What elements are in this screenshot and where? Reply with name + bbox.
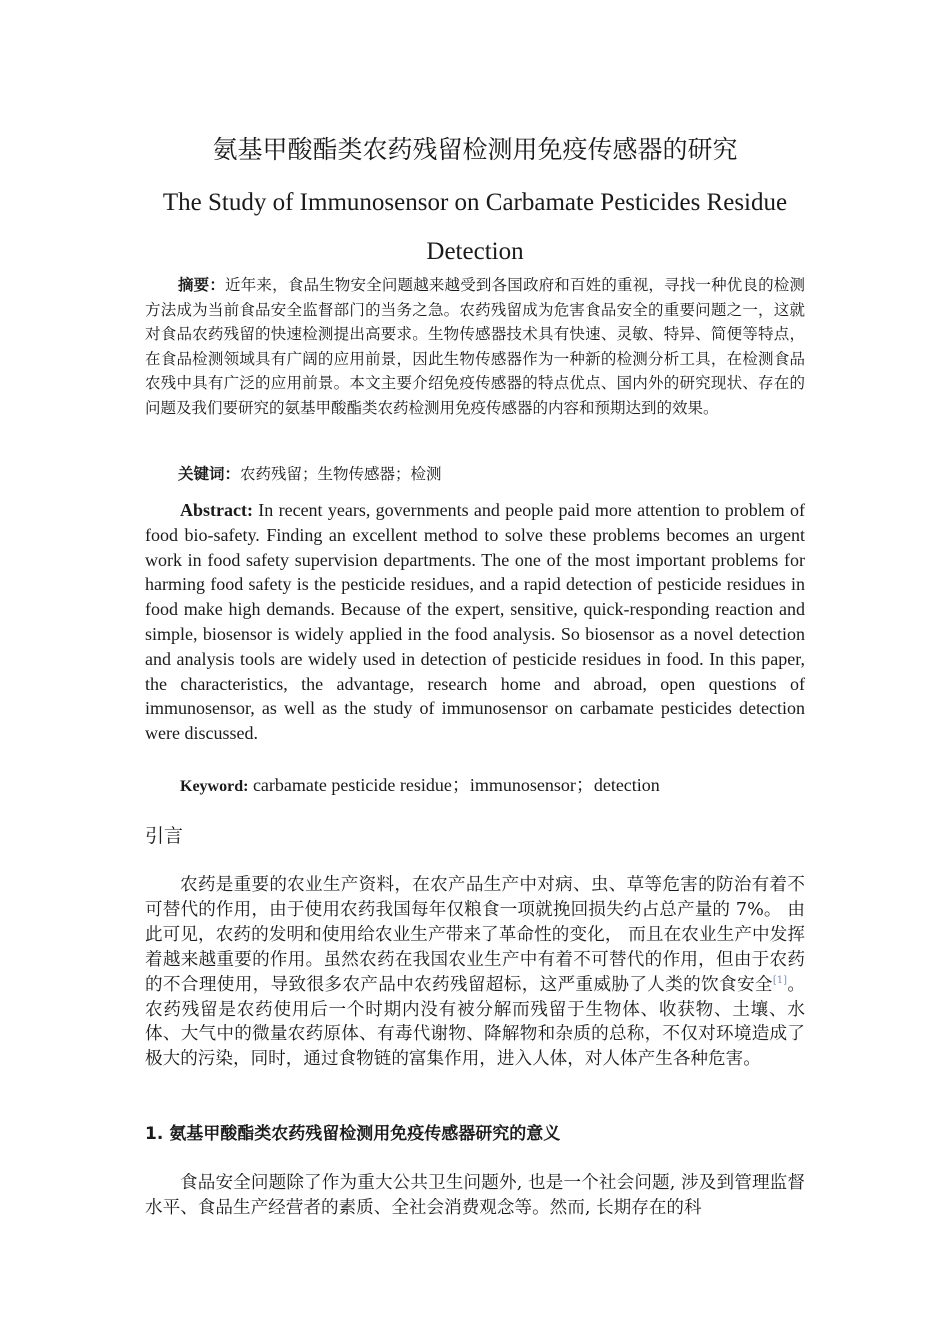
section-1-heading: 1. 氨基甲酸酯类农药残留检测用免疫传感器研究的意义 xyxy=(145,1124,561,1144)
citation-1[interactable]: [1] xyxy=(772,974,788,986)
abstract-chinese-text: 近年来，食品生物安全问题越来越受到各国政府和百姓的重视，寻找一种优良的检测方法成为当前食品安全监督部门的当务之急。农药残留成为危害食品安全的重要问题之一，这就对食品农药残留的快速检测提出高要求。生物传感器技术具有快速、灵敏、特异、简便等特点，在食品检测领域具有广阔的应用前景，因此生物传感器作为一种新的检测分析工具，在检测食品农残中具有广泛的应用前景。本文主要介绍免疫传感器的特点优点、国内外的研究现状、存在的问题及我们要研究的氨基甲酸酯类农药检测用免疫传感器的内容和预期达到的效果。 xyxy=(145,276,805,417)
abstract-chinese-label: 摘要： xyxy=(178,276,226,294)
abstract-english-label: Abstract: xyxy=(180,500,253,520)
keywords-english xyxy=(145,772,805,800)
abstract-english-text: In recent years, governments and people paid more attention to problem of food bio-safety. Finding an excellent method to solve these problems becomes an urgent work in food safety supervision departments. The one of the most important problems for harming food safety is the pesticide residues, and a rapid detection of pesticide residues in food make high demands. Because of the expert, sensitive, quick-responding reaction and simple, biosensor is widely applied in the food analysis. So biosensor as a novel detection and analysis tools are widely used in detection of pesticide residues in food. In this paper, the characteristics, the advantage, research home and abroad, open questions of immunosensor, as well as the study of immunosensor on carbamate pesticides detection were discussed. xyxy=(145,500,805,744)
title-chinese: 氨基甲酸酯类农药残留检测用免疫传感器的研究 xyxy=(212,135,738,164)
introduction-paragraph xyxy=(145,873,805,1072)
title-english: The Study of Immunosensor on Carbamate Pesticides Residue Detection xyxy=(162,189,788,265)
keywords-english-text: carbamate pesticide residue；immunosensor；detection xyxy=(248,775,660,795)
abstract-chinese xyxy=(145,273,805,420)
keywords-chinese-text: 农药残留；生物传感器；检测 xyxy=(240,465,442,483)
keywords-english-label: Keyword: xyxy=(180,778,249,795)
introduction-text-part2: 。农药残留是农药使用后一个时期内没有被分解而残留于生物体、收获物、土壤、水体、大气中的微量农药原体、有毒代谢物、降解物和杂质的总称，不仅对环境造成了极大的污染，同时，通过食物链的富集作用，进入人体，对人体产生各种危害。 xyxy=(145,974,805,1070)
keywords-chinese-label: 关键词： xyxy=(178,465,241,483)
keywords-chinese xyxy=(145,462,805,487)
section-1-paragraph: 食品安全问题除了作为重大公共卫生问题外, 也是一个社会问题, 涉及到管理监督水平、食品生产经营者的素质、全社会消费观念等。然而, 长期存在的科 xyxy=(145,1173,805,1218)
introduction-heading: 引言 xyxy=(145,825,184,847)
introduction-text-part1: 农药是重要的农业生产资料，在农产品生产中对病、虫、草等危害的防治有着不可替代的作用，由于使用农药我国每年仅粮食一项就挽回损失约占总产量的 7%。 由此可见，农药的发明和使用给农业生产带来了革命性的变化， 而且在农业生产中发挥着越来越重要的作用。虽然农药在我国农业生产中有着不可替代的作用，但由于农药的不合理使用，导致很多农产品中农药残留超标，这严重威胁了人类的饮食安全 xyxy=(145,875,805,995)
abstract-english xyxy=(145,498,805,746)
